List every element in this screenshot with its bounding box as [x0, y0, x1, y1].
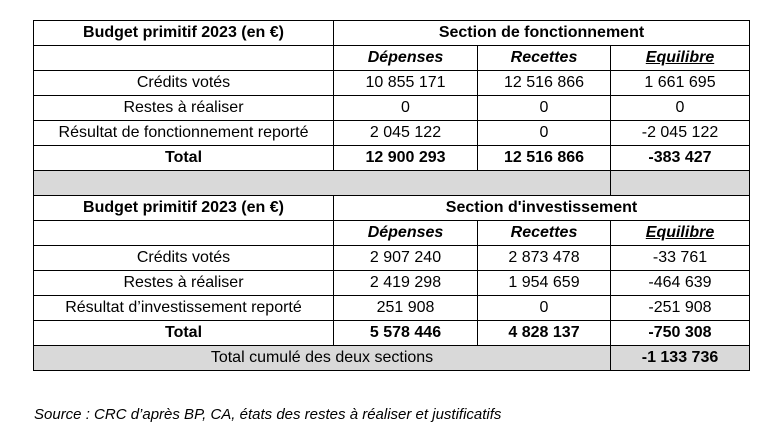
equilibre-value: -251 908 — [611, 296, 750, 321]
section-title: Section de fonctionnement — [334, 21, 750, 46]
column-header-row — [34, 221, 750, 246]
total-label: Total — [34, 146, 334, 171]
row-label: Restes à réaliser — [34, 271, 334, 296]
equilibre-value: -33 761 — [611, 246, 750, 271]
recettes-value: 12 516 866 — [478, 71, 611, 96]
depenses-value: 2 907 240 — [334, 246, 478, 271]
row-label: Résultat d’investissement reporté — [34, 296, 334, 321]
row-label: Crédits votés — [34, 71, 334, 96]
recettes-value: 0 — [478, 121, 611, 146]
header-row — [34, 21, 750, 46]
column-header-row — [34, 46, 750, 71]
cumulative-total-value: -1 133 736 — [611, 346, 750, 371]
row-label: Résultat de fonctionnement reporté — [34, 121, 334, 146]
table-row — [34, 296, 750, 321]
recettes-value: 1 954 659 — [478, 271, 611, 296]
equilibre-value: 1 661 695 — [611, 71, 750, 96]
total-row — [34, 321, 750, 346]
total-depenses: 12 900 293 — [334, 146, 478, 171]
col-depenses: Dépenses — [334, 46, 478, 71]
cumulative-total-label: Total cumulé des deux sections — [34, 346, 611, 371]
table-row — [34, 271, 750, 296]
depenses-value: 0 — [334, 96, 478, 121]
equilibre-value: -2 045 122 — [611, 121, 750, 146]
table-row — [34, 96, 750, 121]
row-label: Crédits votés — [34, 246, 334, 271]
col-recettes: Recettes — [478, 221, 611, 246]
col-equilibre: Equilibre — [611, 221, 750, 246]
total-recettes: 4 828 137 — [478, 321, 611, 346]
recettes-value: 0 — [478, 96, 611, 121]
recettes-value: 0 — [478, 296, 611, 321]
total-equilibre: -750 308 — [611, 321, 750, 346]
depenses-value: 10 855 171 — [334, 71, 478, 96]
separator-cell — [611, 171, 750, 196]
total-label: Total — [34, 321, 334, 346]
total-recettes: 12 516 866 — [478, 146, 611, 171]
col-depenses: Dépenses — [334, 221, 478, 246]
col-equilibre: Equilibre — [611, 46, 750, 71]
table-row — [34, 246, 750, 271]
section-title: Section d'investissement — [334, 196, 750, 221]
depenses-value: 2 419 298 — [334, 271, 478, 296]
source-note: Source : CRC d’après BP, CA, états des restes à réaliser et justificatifs — [34, 406, 502, 423]
budget-title: Budget primitif 2023 (en €) — [34, 196, 334, 221]
equilibre-value: -464 639 — [611, 271, 750, 296]
budget-title: Budget primitif 2023 (en €) — [34, 21, 334, 46]
total-depenses: 5 578 446 — [334, 321, 478, 346]
empty-cell — [34, 221, 334, 246]
header-row — [34, 196, 750, 221]
empty-cell — [34, 46, 334, 71]
budget-table — [33, 20, 750, 371]
separator-cell — [34, 171, 611, 196]
table-row — [34, 71, 750, 96]
cumulative-total-row — [34, 346, 750, 371]
total-equilibre: -383 427 — [611, 146, 750, 171]
total-row — [34, 146, 750, 171]
separator-row — [34, 171, 750, 196]
equilibre-value: 0 — [611, 96, 750, 121]
depenses-value: 251 908 — [334, 296, 478, 321]
col-recettes: Recettes — [478, 46, 611, 71]
row-label: Restes à réaliser — [34, 96, 334, 121]
depenses-value: 2 045 122 — [334, 121, 478, 146]
recettes-value: 2 873 478 — [478, 246, 611, 271]
table-row — [34, 121, 750, 146]
